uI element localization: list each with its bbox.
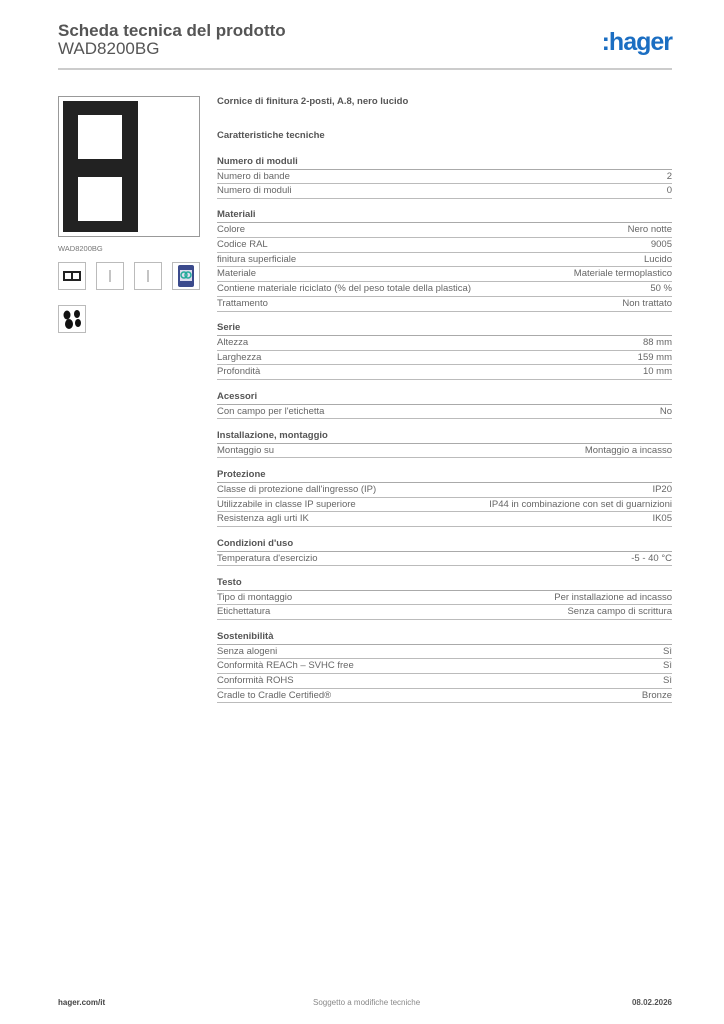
spec-label: Cradle to Cradle Certified® [217, 689, 332, 701]
hager-logo: :hager [601, 28, 672, 56]
spec-label: Tipo di montaggio [217, 591, 293, 603]
spec-section [217, 155, 672, 199]
spec-value: Non trattato [622, 297, 672, 309]
section-title: Acessori [217, 390, 672, 405]
spec-row [217, 498, 672, 513]
spec-label: Materiale [217, 268, 257, 280]
spec-row [217, 238, 672, 253]
vertical-line-icon [96, 262, 124, 290]
spec-value: Lucido [644, 253, 672, 265]
header-divider [58, 68, 672, 70]
spec-value: Bronze [641, 689, 672, 701]
spec-value: IK05 [652, 513, 672, 525]
spec-label: Temperatura d'esercizio [217, 552, 318, 564]
spec-row [217, 253, 672, 268]
spec-label: Classe di protezione dall'ingresso (IP) [217, 483, 377, 495]
spec-label: Etichettatura [217, 606, 271, 618]
spec-row [217, 223, 672, 238]
spec-label: Resistenza agli urti IK [217, 513, 309, 525]
footer-date: 08.02.2026 [631, 998, 672, 1007]
spec-value: 2 [666, 170, 672, 182]
section-title: Materiali [217, 208, 672, 223]
spec-section [217, 537, 672, 567]
spec-value: 9005 [650, 239, 672, 251]
section-title: Sostenibilità [217, 630, 672, 645]
spec-sections [217, 155, 672, 704]
spec-label: Profondità [217, 366, 261, 378]
footer-note: Soggetto a modifiche tecniche [313, 998, 421, 1007]
footer-website[interactable]: hager.com/it [58, 998, 106, 1007]
spec-section [217, 321, 672, 380]
spec-section [217, 576, 672, 620]
spec-label: Con campo per l'etichetta [217, 405, 325, 417]
spec-value: 88 mm [642, 337, 672, 348]
spec-label: Conformità REACh – SVHC free [217, 660, 354, 672]
spec-label: Altezza [217, 337, 249, 348]
spec-row [217, 336, 672, 351]
spec-label: Colore [217, 224, 245, 236]
spec-row [217, 483, 672, 498]
spec-value: Materiale termoplastico [573, 268, 672, 280]
spec-label: Trattamento [217, 297, 268, 309]
spec-section [217, 208, 672, 311]
spec-value: No [659, 405, 672, 417]
spec-label: Larghezza [217, 351, 262, 363]
spec-value: 50 % [650, 283, 672, 295]
spec-row [217, 351, 672, 366]
spec-value: Senza campo di scrittura [567, 606, 672, 618]
spec-row [217, 674, 672, 689]
spec-value: -5 - 40 °C [631, 552, 672, 564]
spec-value: Sì [663, 674, 672, 686]
spec-label: Numero di moduli [217, 185, 292, 197]
spec-label: Codice RAL [217, 239, 268, 251]
spec-row [217, 282, 672, 297]
spec-label: Montaggio su [217, 444, 275, 456]
product-image [58, 96, 200, 237]
spec-section [217, 630, 672, 704]
spec-value: 159 mm [637, 351, 672, 363]
spec-title: Caratteristiche tecniche [217, 130, 325, 141]
spec-row [217, 591, 672, 606]
section-title: Protezione [217, 468, 672, 483]
spec-row [217, 605, 672, 620]
product-image-caption: WAD8200BG [58, 244, 103, 253]
spec-row [217, 645, 672, 660]
spec-label: Senza alogeni [217, 645, 278, 657]
spec-value: Sì [663, 660, 672, 672]
spec-label: Numero di bande [217, 170, 290, 182]
double-frame-icon [58, 262, 86, 290]
spec-row [217, 170, 672, 185]
spec-label: Conformità ROHS [217, 674, 294, 686]
spec-row [217, 689, 672, 704]
spec-row [217, 405, 672, 420]
section-title: Installazione, montaggio [217, 429, 672, 444]
frame-shape [63, 101, 138, 232]
product-description: Cornice di finitura 2-posti, A.8, nero lucido [217, 96, 409, 107]
spec-row [217, 659, 672, 674]
cradle-to-cradle-badge-icon [172, 262, 200, 290]
section-title: Condizioni d'uso [217, 537, 672, 552]
spec-row [217, 267, 672, 282]
vertical-line-icon [134, 262, 162, 290]
spec-value: IP44 in combinazione con set di guarnizioni [489, 498, 672, 510]
spec-label: Utilizzabile in classe IP superiore [217, 498, 356, 510]
spec-section [217, 429, 672, 459]
spec-value: IP20 [652, 483, 672, 495]
water-drops-icon [58, 305, 86, 333]
spec-value: 10 mm [642, 366, 672, 378]
spec-row [217, 184, 672, 199]
section-title: Numero di moduli [217, 155, 672, 170]
spec-label: Contiene materiale riciclato (% del peso totale della plastica) [217, 283, 471, 295]
spec-row [217, 365, 672, 380]
spec-row [217, 297, 672, 312]
spec-row [217, 512, 672, 527]
spec-value: Nero notte [627, 224, 672, 236]
spec-value: Per installazione ad incasso [554, 591, 672, 603]
spec-row [217, 444, 672, 459]
page-title: Scheda tecnica del prodotto [58, 21, 286, 40]
section-title: Testo [217, 576, 672, 591]
spec-value: Sì [663, 645, 672, 657]
spec-section [217, 468, 672, 527]
spec-value: Montaggio a incasso [584, 444, 672, 456]
spec-label: finitura superficiale [217, 253, 297, 265]
spec-row [217, 552, 672, 567]
product-code: WAD8200BG [58, 39, 160, 58]
spec-section [217, 390, 672, 420]
section-title: Serie [217, 321, 672, 336]
spec-content [217, 96, 672, 703]
spec-value: 0 [666, 185, 672, 197]
